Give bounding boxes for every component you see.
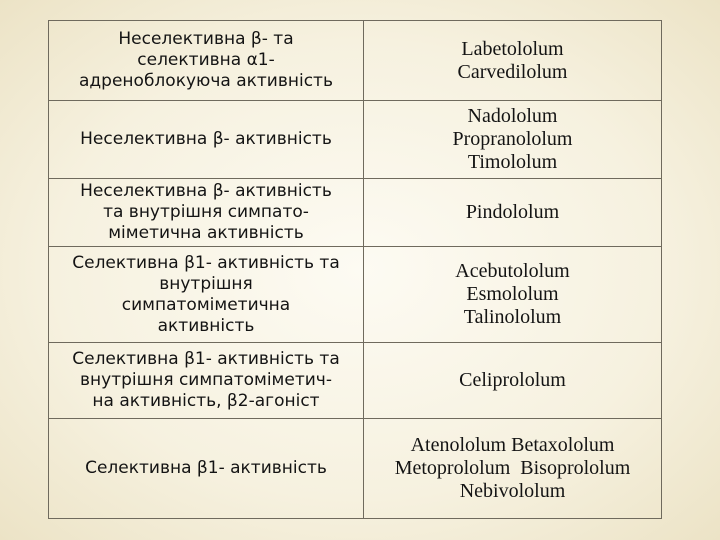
drug-names-cell (364, 101, 662, 179)
class-line: Селективна β1- активність та (72, 349, 340, 369)
drug-line: Atenololum Betaxololum (410, 434, 615, 456)
activity-class-cell (49, 179, 364, 247)
activity-class-cell (49, 247, 364, 343)
activity-class-cell (49, 343, 364, 419)
class-line: Неселективна β- активність (80, 181, 332, 201)
drug-line: Nadololum (467, 105, 558, 127)
class-line: адреноблокуюча активність (79, 71, 333, 91)
drug-line: Nebivololum (459, 480, 566, 502)
table-row (49, 101, 662, 179)
class-line: Селективна β1- активність (85, 458, 327, 478)
drug-line: Labetololum (461, 37, 564, 60)
drug-line: Esmololum (466, 283, 559, 305)
class-line: Неселективна β- та (118, 29, 294, 49)
class-line: Селективна β1- активність та (72, 252, 340, 273)
table-row (49, 21, 662, 101)
class-line: та внутрішня симпато- (103, 202, 309, 222)
table-row (49, 247, 662, 343)
class-line: Неселективна β- активність (80, 129, 332, 149)
class-line: внутрішня (159, 273, 253, 294)
drug-line: Metoprololum Bisoprololum (394, 457, 631, 479)
beta-blocker-table (48, 20, 662, 519)
class-line: на активність, β2-агоніст (92, 391, 320, 411)
drug-names-cell (364, 247, 662, 343)
drug-names-cell (364, 21, 662, 101)
drug-names-cell (364, 419, 662, 519)
class-line: селективна α1- (137, 50, 275, 70)
class-line: активність (157, 315, 255, 336)
drug-line: Timololum (467, 151, 558, 173)
activity-class-cell (49, 21, 364, 101)
drug-names-cell (364, 343, 662, 419)
activity-class-cell (49, 419, 364, 519)
table-row (49, 343, 662, 419)
drug-line: Carvedilolum (457, 60, 568, 83)
class-line: симпатоміметична (121, 294, 291, 315)
table-row (49, 179, 662, 247)
drug-line: Pindololum (465, 201, 560, 223)
drug-line: Propranololum (452, 128, 573, 150)
class-line: міметична активність (108, 223, 304, 243)
drug-line: Talinololum (463, 306, 562, 328)
drug-names-cell (364, 179, 662, 247)
drug-line: Celiprololum (459, 369, 566, 391)
class-line: внутрішня симпатоміметич- (80, 370, 332, 390)
table-row (49, 419, 662, 519)
activity-class-cell (49, 101, 364, 179)
drug-line: Acebutololum (455, 260, 570, 282)
